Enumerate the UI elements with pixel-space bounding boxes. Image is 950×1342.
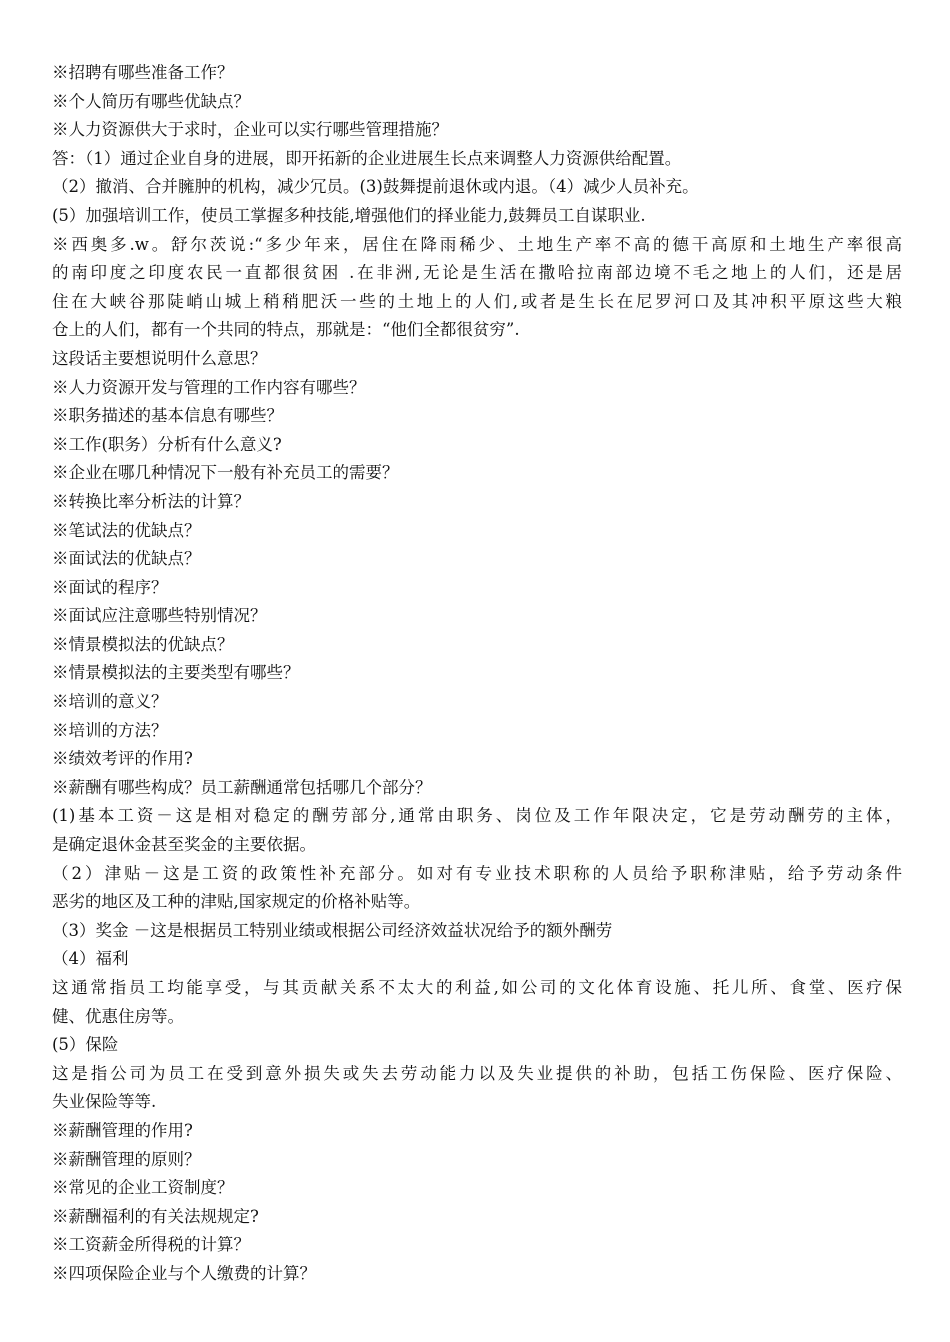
text-line: 这是指公司为员工在受到意外损失或失去劳动能力以及失业提供的补助，包括工伤保险、医疗保险、	[52, 1063, 902, 1083]
text-line: ※面试法的优缺点？	[52, 549, 201, 569]
text-line: ※薪酬管理的作用?	[52, 1120, 193, 1140]
text-line: ※四项保险企业与个人缴费的计算？	[52, 1263, 316, 1283]
text-line: ※培训的方法？	[52, 720, 168, 740]
text-line: (1)基本工资－这是相对稳定的酬劳部分,通常由职务、岗位及工作年限决定，它是劳动酬劳的主体，	[52, 806, 902, 826]
text-line: 的南印度之印度农民一直都很贫困 .在非洲,无论是生活在撒哈拉南部边境不毛之地上的人们，还是居	[52, 263, 902, 283]
text-line: （4）福利	[52, 949, 129, 969]
text-line: 健、优惠住房等。	[52, 1006, 184, 1026]
text-line: ※招聘有哪些准备工作？	[52, 63, 234, 82]
text-line: 答：（1）通过企业自身的进展，即开拓新的企业进展生长点来调整人力资源供给配置。	[52, 148, 682, 168]
text-line: 恶劣的地区及工种的津贴,国家规定的价格补贴等。	[52, 892, 421, 912]
text-line: ※常见的企业工资制度？	[52, 1178, 234, 1198]
text-line: ※培训的意义？	[52, 692, 168, 712]
text-line: 仓上的人们，都有一个共同的特点，那就是：“他们全都很贫穷”.	[52, 320, 520, 340]
text-line: ※人力资源供大于求时，企业可以实行哪些管理措施？	[52, 120, 448, 140]
text-line: 这段话主要想说明什么意思？	[52, 348, 267, 368]
text-line: ※薪酬福利的有关法规规定?	[52, 1206, 259, 1226]
text-line: ※西奥多.w。舒尔茨说:“多少年来，居住在降雨稀少、土地生产率不高的德干高原和土地生产率很高	[52, 234, 902, 254]
text-line: ※情景模拟法的主要类型有哪些？	[52, 663, 300, 683]
text-line: 住在大峡谷那陡峭山城上稍稍肥沃一些的土地上的人们,或者是生长在尼罗河口及其冲积平原这些大粮	[52, 291, 902, 311]
text-line: ※工作(职务）分析有什么意义?	[52, 434, 282, 454]
text-line: ※人力资源开发与管理的工作内容有哪些？	[52, 377, 366, 397]
text-line: （3）奖金 －这是根据员工特别业绩或根据公司经济效益状况给予的额外酬劳	[52, 920, 613, 940]
text-line: （2）津贴－这是工资的政策性补充部分。如对有专业技术职称的人员给予职称津贴，给予劳动条件	[52, 863, 902, 883]
text-line: ※薪酬管理的原则？	[52, 1149, 201, 1169]
text-line: 失业保险等等.	[52, 1092, 157, 1112]
text-line: ※面试的程序？	[52, 577, 168, 597]
text-line: ※工资薪金所得税的计算？	[52, 1235, 250, 1255]
text-line: ※职务描述的基本信息有哪些？	[52, 406, 283, 426]
text-line: ※情景模拟法的优缺点？	[52, 634, 234, 654]
text-line: （2）撤消、合并臃肿的机构，减少冗员。(3)鼓舞提前退休或内退。（4）减少人员补充。	[52, 177, 699, 197]
text-line: ※企业在哪几种情况下一般有补充员工的需要？	[52, 463, 399, 483]
text-line: ※薪酬有哪些构成？员工薪酬通常包括哪几个部分？	[52, 777, 432, 797]
text-line: ※转换比率分析法的计算？	[52, 491, 250, 511]
text-line: (5）加强培训工作，使员工掌握多种技能,增强他们的择业能力,鼓舞员工自谋职业.	[52, 205, 646, 225]
text-line: ※笔试法的优缺点？	[52, 520, 201, 540]
text-line: 是确定退休金甚至奖金的主要依据。	[52, 835, 316, 855]
text-line: ※面试应注意哪些特别情况？	[52, 606, 267, 626]
text-line: ※绩效考评的作用?	[52, 749, 193, 769]
text-line: (5）保险	[52, 1035, 119, 1055]
document-body	[52, 59, 902, 1289]
text-line: 这通常指员工均能享受，与其贡献关系不太大的利益,如公司的文化体育设施、托儿所、食堂、医疗保	[52, 978, 902, 997]
text-line: ※个人简历有哪些优缺点？	[52, 91, 250, 111]
